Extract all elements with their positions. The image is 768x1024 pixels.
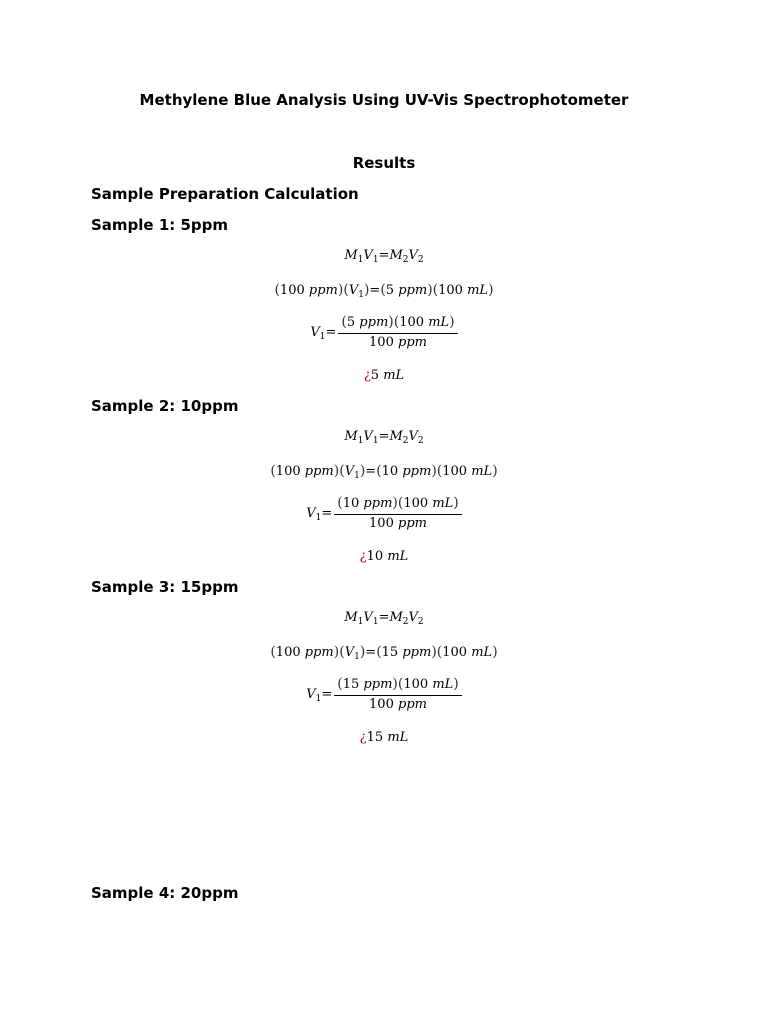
sample-3-result: ¿15 mL: [359, 730, 409, 745]
sample-3-substitution: (100 $ppm)(V_1)=(15$ ppm)(100 mL): [270, 644, 498, 662]
sample-1-fraction: $V_1=$ $\frac{\text{(5 ppm)(100 mL)}}{\text{100 ppm}}$: [0, 314, 768, 351]
sample-2-heading: Sample 2: 10ppm: [91, 397, 239, 415]
sample-1-dilution-formula: $M_1V_1=M_2V_2$: [344, 248, 424, 265]
sample-3-fraction: $V_1=$ $\frac{\text{(15 ppm)(100 mL)}}{\text{100 ppm}}$: [0, 676, 768, 713]
sample-2-substitution: (100 $ppm)(V_1)=(10$ ppm)(100 mL): [270, 463, 498, 481]
results-heading: Results: [352, 154, 416, 172]
sample-2-fraction: $V_1=$ $\frac{\text{(10 ppm)(100 mL)}}{\text{100 ppm}}$: [0, 495, 768, 532]
sample-1-heading: Sample 1: 5ppm: [91, 216, 229, 234]
sample-4-heading: Sample 4: 20ppm: [91, 884, 239, 902]
document-title: Methylene Blue Analysis Using UV-Vis Spectrophotometer: [139, 91, 629, 109]
sample-2-result: ¿10 mL: [359, 549, 409, 564]
sample-3-heading: Sample 3: 15ppm: [91, 578, 239, 596]
section-heading: Sample Preparation Calculation: [91, 185, 359, 203]
sample-1-result: ¿5 mL: [363, 368, 405, 383]
sample-2-dilution-formula: $M_1V_1=M_2V_2$: [344, 429, 424, 446]
sample-1-substitution: (100 $ppm)(V_1)=(5$ ppm)(100 mL): [274, 282, 494, 300]
sample-3-dilution-formula: $M_1V_1=M_2V_2$: [344, 610, 424, 627]
